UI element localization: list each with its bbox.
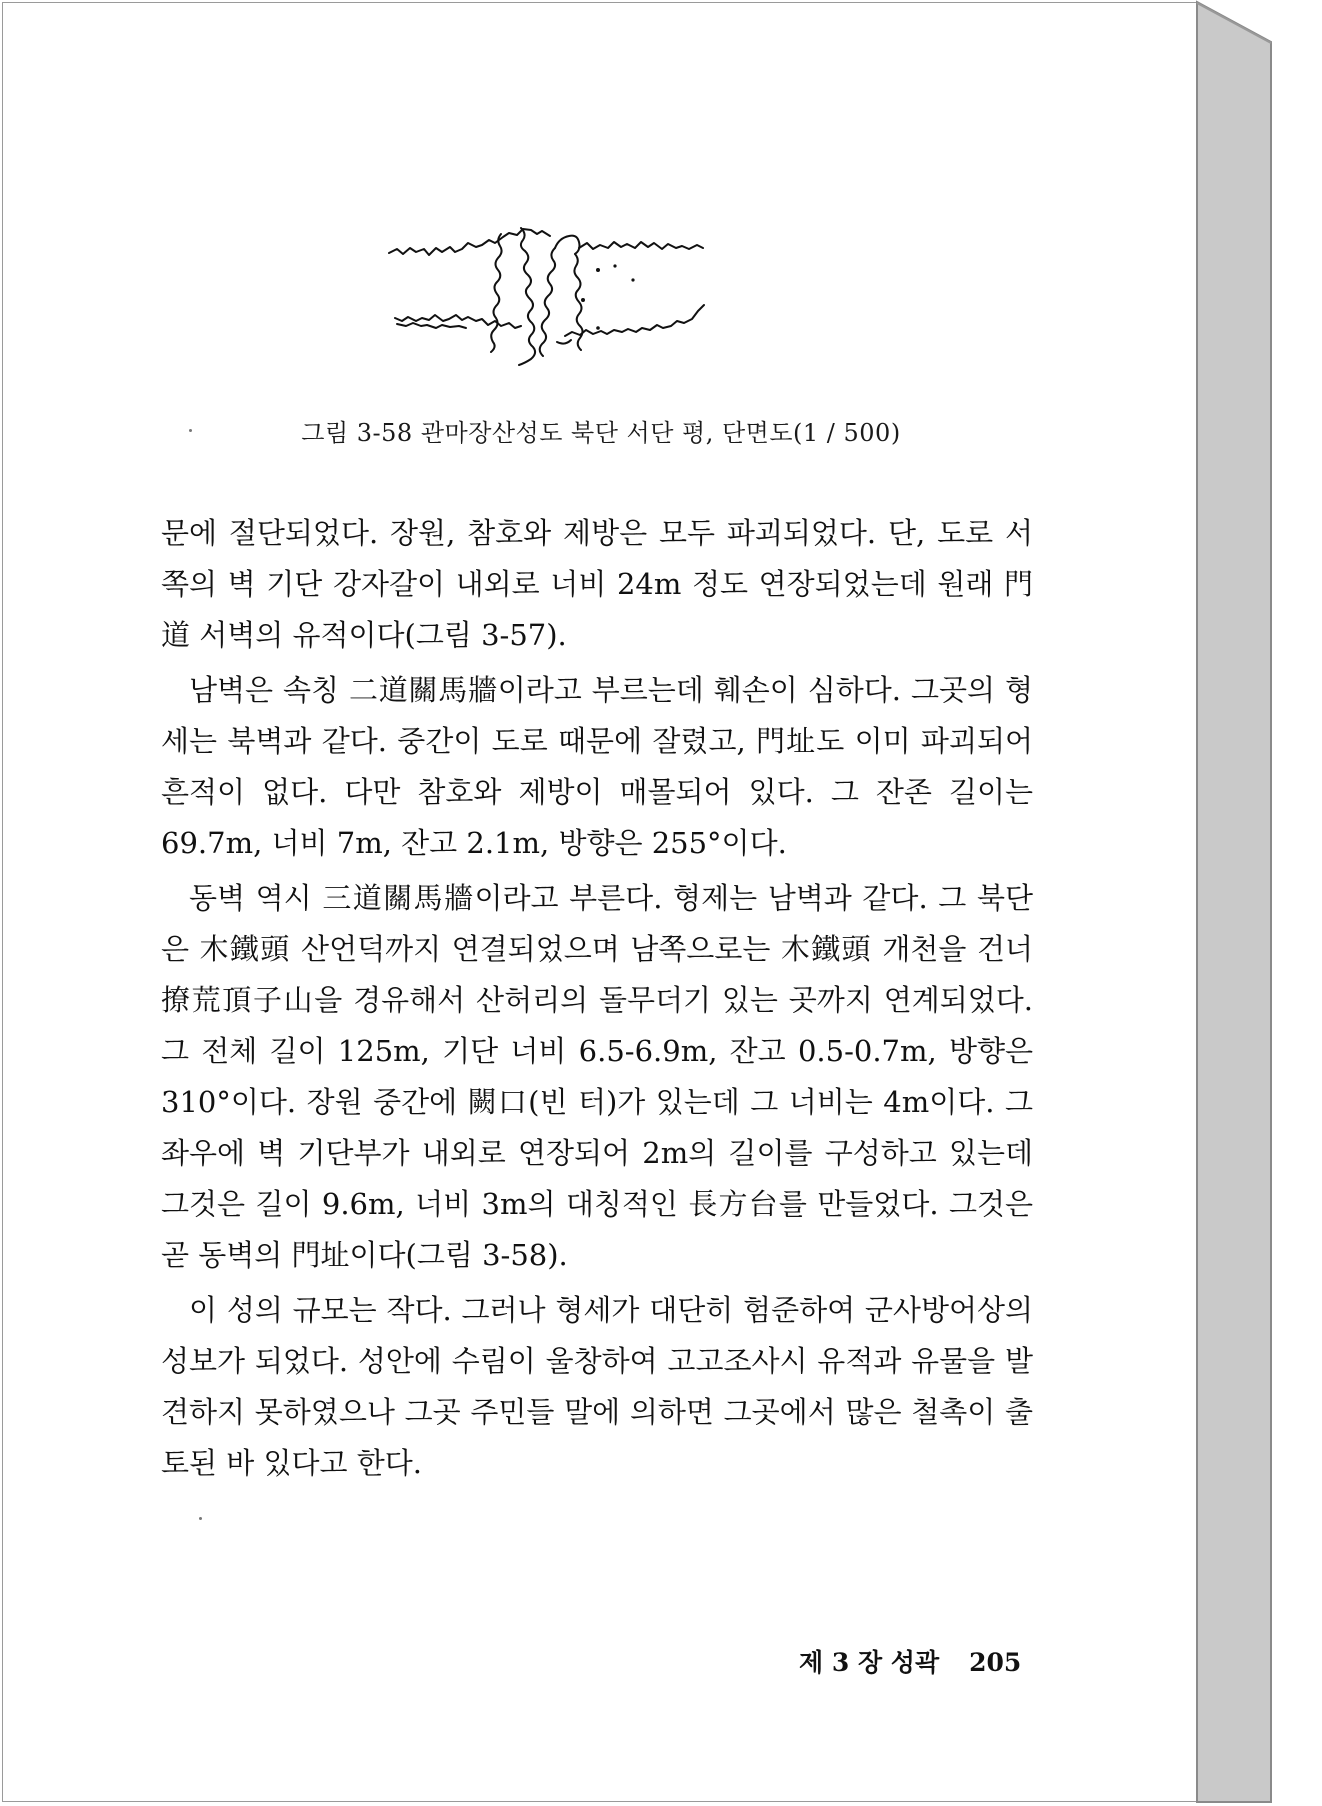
scan-speck — [199, 1517, 202, 1520]
page-footer — [799, 1643, 1021, 1679]
fortress-plan-drawing — [383, 208, 823, 398]
body-text — [161, 508, 1033, 1493]
book-page — [2, 2, 1198, 1802]
paragraph: 남벽은 속칭 二道關馬牆이라고 부르는데 훼손이 심하다. 그곳의 형세는 북벽과 같다. 중간이 도로 때문에 잘렸고, 門址도 이미 파괴되어 흔적이 없다. 다만 참호와 제방이 매몰되어 있다. 그 잔존 길이는 69.7m, 너비 7m, 잔고 2.1m, 방향은 255°이다. — [161, 673, 1033, 860]
scan-speck — [189, 429, 192, 432]
chapter-title: 제 3 장 성곽 — [799, 1648, 940, 1677]
paragraph: 문에 절단되었다. 장원, 참호와 제방은 모두 파괴되었다. 단, 도로 서쪽의 벽 기단 강자갈이 내외로 너비 24m 정도 연장되었는데 원래 門道 서벽의 유적이다(그림 3-57). — [161, 516, 1033, 652]
book-thickness-edge — [1197, 2, 1273, 1802]
figure-caption: 그림 3-58 관마장산성도 북단 서단 평, 단면도(1 / 500) — [301, 419, 901, 447]
paragraph: 이 성의 규모는 작다. 그러나 형세가 대단히 험준하여 군사방어상의성보가 되었다. 성안에 수림이 울창하여 고고조사시 유적과 유물을 발견하지 못하였으나 그곳 주민들 말에 의하면 그곳에서 많은 철촉이 출토된 바 있다고 한다. — [161, 1293, 1033, 1480]
paragraph: 동벽 역시 三道關馬牆이라고 부른다. 형제는 남벽과 같다. 그 북단은 木鐵頭 산언덕까지 연결되었으며 남쪽으로는 木鐵頭 개천을 건너 撩荒頂子山을 경유해서 산허리의 돌무더기 있는 곳까지 연계되었다. 그 전체 길이 125m, 기단 너비 6.5-6.9m, 잔고 0.5-0.7m, 방향은 310°이다. 장원 중간에 闕口(빈 터)가 있는데 그 너비는 4m이다. 그 좌우에 벽 기단부가 내외로 연장되어 2m의 길이를 구성하고 있는데 그것은 길이 9.6m, 너비 3m의 대칭적인 長方台를 만들었다. 그것은 곧 동벽의 門址이다(그림 3-58). — [161, 881, 1033, 1272]
page-number: 205 — [969, 1648, 1022, 1677]
